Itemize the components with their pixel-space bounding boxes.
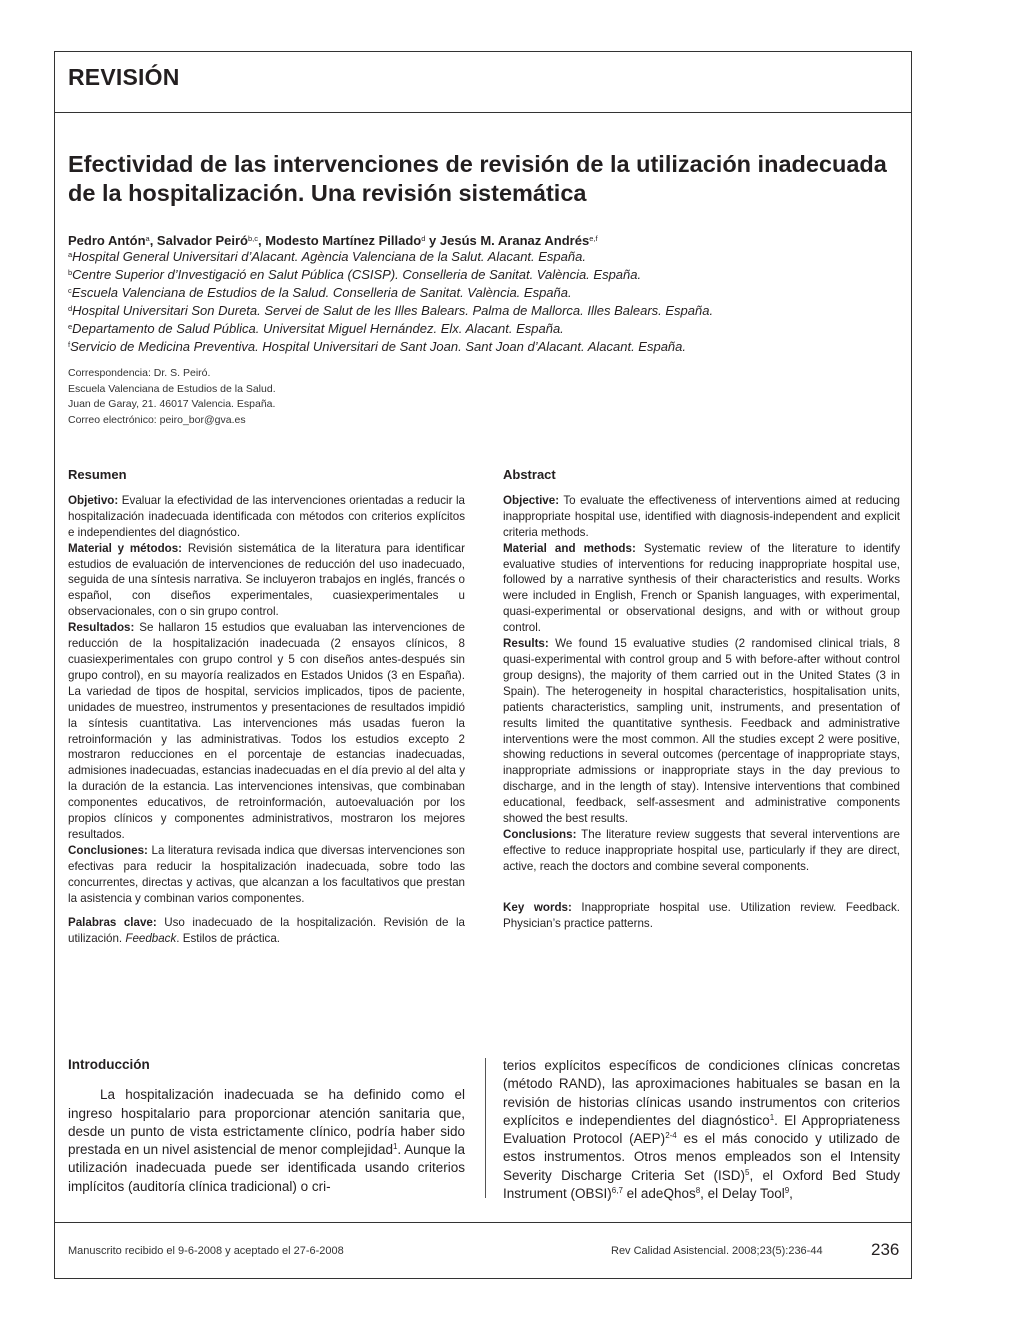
author-affil-mark: b,c [247, 234, 258, 243]
correspondence-line: Escuela Valenciana de Estudios de la Salud. [68, 382, 276, 395]
resumen-conclusiones [68, 843, 465, 907]
section-text: La literatura revisada indica que diversas intervenciones son efectivas para reducir la hospitalización inadecuada, sobre todo las concurrentes, directas y activas, que alcanzan a los facultativos que prestan la asistencia y combinan varios componentes. [68, 843, 465, 905]
author-separator: , [257, 233, 266, 248]
body-text: , el Delay Tool [700, 1186, 785, 1202]
body-text: , el Oxford Bed Study Instrument (OBSI) [503, 1167, 900, 1202]
section-text: To evaluate the effectiveness of interventions aimed at reducing inappropriate hospital use, identified with diagnosis-independent and explicit criteria methods. [503, 493, 900, 539]
affiliation [68, 319, 908, 337]
reference-mark[interactable]: 1 [769, 1112, 775, 1122]
section-label-bold: Material y métodos: [68, 541, 183, 555]
section-text: Systematic review of the literature to identify evaluative studies of interventions for reducing inappropriate hospital use, followed by a narrative synthesis of their characteristics and results. Works were included in English, French or Spanish languages, with experimental, quasi-experimental or observational designs, and with or without group control. [503, 541, 901, 635]
author-affil-mark: a [145, 234, 150, 243]
intro-heading: Introducción [68, 1057, 150, 1072]
affiliation-text: Hospital Universitari Son Dureta. Servei de Salut de les Illes Balears. Palma de Mallorca. Illes Balears. España. [72, 303, 714, 318]
correspondence-block [68, 366, 568, 428]
header-divider [54, 112, 912, 113]
manuscript-dates: Manuscrito recibido el 9-6-2008 y aceptado el 27-6-2008 [68, 1245, 344, 1257]
section-text: We found 15 evaluative studies (2 randomised clinical trials, 8 quasi-experimental with control group and 5 with before-after without control group designs), the majority of them carried out in the United States (3 in Spain). The heterogeneity in hospital characteristics, hospitalisation units, patients characteristics, sampling unit, instruments, and presentation of results limited the quantitative synthesis. Feedback and administrative interventions were the most common. All the studies except 2 were positive, showing reductions in several outcomes (percentage of inappropriate stays, inappropriate admissions or inappropriate stays in the day previous to discharge, and in the length of stay). Intensive interventions that combined educational, feedback, self-assesment and administrative components showed the best results. [503, 637, 900, 826]
author-separator: y [425, 233, 440, 248]
affiliation [68, 301, 908, 319]
affiliation-text: Hospital General Universitari d’Alacant. Agència Valenciana de la Salut. Alacant. España. [72, 249, 586, 264]
reference-mark[interactable]: 6,7 [611, 1186, 623, 1196]
column-divider [485, 1058, 486, 1198]
footer-divider [54, 1222, 912, 1223]
keywords-label: Key words: [503, 900, 572, 914]
intro-paragraph-continued [503, 1057, 900, 1203]
body-text: La hospitalización inadecuada se ha definido como el ingreso hospitalario para proporcionar atención sanitaria que, desde un punto de vista estrictamente clínico, podría haber sido prestada en un nivel asistencial de menor complejidad [68, 1087, 465, 1158]
journal-citation: Rev Calidad Asistencial. 2008;23(5):236-44 [611, 1245, 823, 1257]
author-affil-mark: e,f [589, 234, 598, 243]
intro-left-column [68, 1056, 465, 1196]
abstract-objective [503, 493, 900, 541]
abstract-methods [503, 541, 900, 636]
correspondence-line: Juan de Garay, 21. 46017 Valencia. España. [68, 398, 276, 410]
abstract-conclusions [503, 827, 900, 875]
keywords-text: . Estilos de práctica. [176, 932, 281, 946]
affiliation-text: Escuela Valenciana de Estudios de la Salud. Conselleria de Sanitat. València. España. [71, 285, 572, 300]
abstract-keywords [503, 900, 900, 932]
affiliation-mark: d [68, 304, 73, 313]
abstract-heading: Abstract [503, 467, 556, 482]
resumen-resultados [68, 620, 465, 843]
resumen-metodos [68, 541, 465, 621]
resumen-objetivo [68, 493, 465, 541]
resumen-heading: Resumen [68, 467, 127, 482]
correspondence-email[interactable]: Correo electrónico: peiro_bor@gva.es [68, 413, 246, 426]
section-label-bold: Conclusions: [503, 827, 577, 841]
affiliation-mark: a [68, 250, 73, 259]
section-label-bold: Resultados: [68, 621, 135, 635]
author-name: Salvador Peiró [156, 233, 248, 248]
keywords-label: Palabras clave: [68, 916, 157, 930]
article-title: Efectividad de las intervenciones de revisión de la utilización inadecuada de la hospitalización. Una revisión sistemática [68, 151, 887, 206]
affiliation-list [68, 247, 908, 355]
affiliation-text: Centre Superior d’Investigació en Salut Pública (CSISP). Conselleria de Sanitat. València. España. [72, 267, 642, 282]
reference-mark[interactable]: 9 [784, 1186, 790, 1196]
resumen-column [68, 467, 465, 947]
author-name: Jesús M. Aranaz Andrés [439, 233, 590, 248]
affiliation-mark: e [68, 322, 73, 331]
keywords-text: Uso inadecuado de la hospitalización. Revisión de la utilización. [68, 916, 465, 946]
affiliation-text: Departamento de Salud Pública. Universitat Miguel Hernández. Elx. Alacant. España. [72, 321, 564, 336]
section-label-bold: Objective: [503, 493, 560, 507]
abstract-column [503, 467, 900, 931]
body-text: . Aunque la utilización inadecuada puede ser identificada usando criterios implícitos (auditoría clínica tradicional) o cri- [68, 1142, 465, 1194]
section-label-bold: Material and methods: [503, 541, 636, 555]
body-text: terios explícitos específicos de condiciones clínicas concretas (método RAND), las aproximaciones habituales se basan en la revisión de historias clínicas usando instrumentos con criterios explícitos e independientes del diagnóstico [503, 1058, 900, 1128]
intro-paragraph [68, 1086, 465, 1196]
author-name: Modesto Martínez Pillado [265, 233, 422, 248]
body-text: es el más conocido y utilizado de estos instrumentos. Otros menos empleados son el Intensity Severity Discharge Criteria Set (ISD) [503, 1131, 900, 1183]
abstract-results [503, 636, 900, 827]
affiliation [68, 247, 908, 265]
keywords-italic: Feedback [125, 932, 177, 946]
affiliation-mark: f [68, 340, 71, 349]
resumen-keywords [68, 915, 465, 947]
section-text: The literature review suggests that several interventions are effective to reduce inappropriate hospital use, particularly if they are direct, active, reach the doctors and combine several components. [503, 827, 900, 873]
affiliation-mark: b [68, 268, 73, 277]
affiliation [68, 337, 908, 355]
section-label-bold: Results: [503, 637, 549, 651]
correspondence-line: Correspondencia: Dr. S. Peiró. [68, 367, 211, 379]
page-number: 236 [871, 1240, 900, 1259]
section-label-bold: Conclusiones: [68, 843, 148, 857]
intro-right-column [503, 1057, 900, 1203]
affiliation-mark: c [68, 286, 72, 295]
affiliation [68, 265, 908, 283]
section-text: Evaluar la efectividad de las intervenciones orientadas a reducir la hospitalización inadecuada identificada con métodos con criterios explícitos e independientes del diagnóstico. [68, 493, 465, 539]
affiliation-text: Servicio de Medicina Preventiva. Hospital Universitari de Sant Joan. Sant Joan d’Alacant. Alacant. España. [70, 339, 687, 354]
section-text: Revisión sistemática de la literatura para identificar estudios de evaluación de intervenciones de reducción del uso inadecuado, seguida de una síntesis narrativa. Se incluyeron trabajos en inglés, francés o español, con diseños experimentales, cuasiexperimentales u observacionales, con o sin grupo control. [68, 541, 465, 619]
keywords-text: Inappropriate hospital use. Utilization review. Feedback. Physician’s practice patterns. [503, 900, 900, 930]
body-text: . El Appropriateness Evaluation Protocol (AEP) [503, 1112, 900, 1147]
author-affil-mark: d [421, 234, 426, 243]
body-text: , [789, 1186, 793, 1202]
reference-mark[interactable]: 5 [745, 1167, 750, 1177]
reference-mark[interactable]: 1 [392, 1142, 398, 1152]
author-name: Pedro Antón [68, 233, 146, 248]
reference-mark[interactable]: 2-4 [665, 1131, 677, 1141]
body-text: el adeQhos [622, 1186, 696, 1202]
reference-mark[interactable]: 8 [695, 1186, 701, 1196]
section-text: Se hallaron 15 estudios que evaluaban las intervenciones de reducción de la hospitalización inadecuada (2 ensayos clínicos, 8 cuasiexperimentales con grupo control y 5 con diseños antes-después sin grupo control), en su mayoría realizados en Estados Unidos (3 en España). La variedad de tipos de hospital, servicios implicados, tipos de paciente, unidades de muestreo, instrumentos y presentaciones de resultados impidió la síntesis cuantitativa. Las intervenciones más usadas fueron la retroinformación y las administrativas. Todos los estudios excepto 2 mostraron reducciones en el porcentaje de estancias inadecuadas, admisiones inadecuadas, estancias inadecuadas en el día previo al del alta y la duración de la estancia. Las intervenciones intensivas, que combinaban componentes educativos, de retroinformación, autoevaluación por los propios clínicos y componentes administrativos, mostraron los mejores resultados. [68, 621, 465, 841]
section-label: REVISIÓN [68, 64, 180, 90]
affiliation [68, 283, 908, 301]
author-separator: , [149, 233, 157, 248]
section-label-bold: Objetivo: [68, 493, 119, 507]
